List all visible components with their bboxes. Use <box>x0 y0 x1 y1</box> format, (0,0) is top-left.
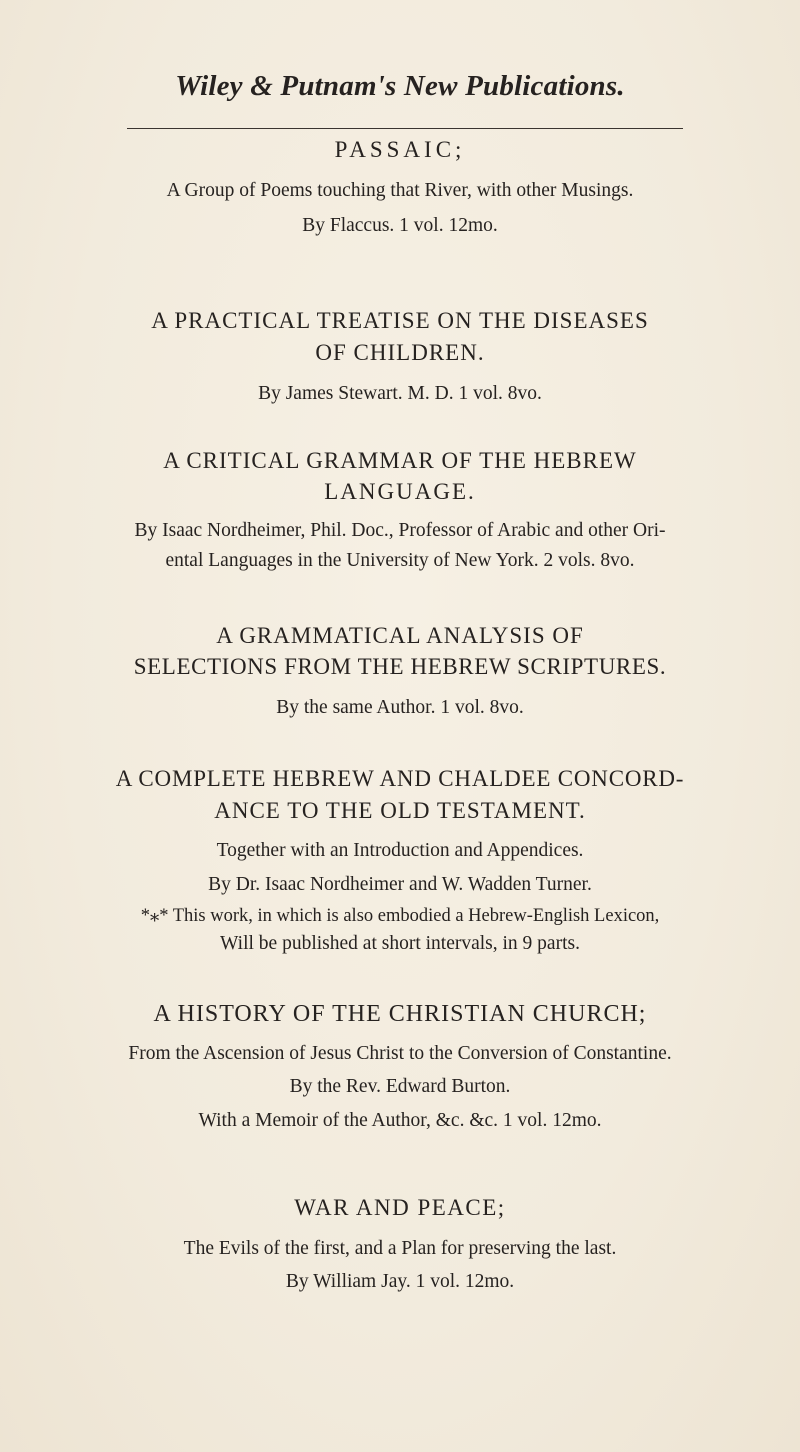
page-header: Wiley & Putnam's New Publications. <box>175 70 625 102</box>
entry-description: With a Memoir of the Author, &c. &c. 1 vol. 12mo. <box>198 1110 602 1131</box>
entry-byline: By the same Author. 1 vol. 8vo. <box>276 697 524 718</box>
entry-byline: By James Stewart. M. D. 1 vol. 8vo. <box>258 383 542 404</box>
entry-description: From the Ascension of Jesus Christ to the Conversion of Constantine. <box>128 1043 672 1064</box>
entry-title-line: SELECTIONS FROM THE HEBREW SCRIPTURES. <box>133 654 667 679</box>
entry-title-history: A HISTORY OF THE CHRISTIAN CHURCH; <box>153 1001 647 1027</box>
entry-byline: By Isaac Nordheimer, Phil. Doc., Professor of Arabic and other Ori- <box>134 520 666 541</box>
entry-note: *⁎* This work, in which is also embodied a Hebrew-English Lexicon, <box>140 906 660 926</box>
entry-title-line: A COMPLETE HEBREW AND CHALDEE CONCORD- <box>115 766 685 791</box>
entry-byline: By Flaccus. 1 vol. 12mo. <box>302 215 498 236</box>
entry-byline: By the Rev. Edward Burton. <box>289 1076 511 1097</box>
entry-title-line: LANGUAGE. <box>324 479 476 504</box>
entry-description: The Evils of the first, and a Plan for preserving the last. <box>183 1238 617 1259</box>
entry-description: A Group of Poems touching that River, with other Musings. <box>166 180 634 201</box>
entry-byline: By William Jay. 1 vol. 12mo. <box>285 1271 515 1292</box>
entry-title-line: A PRACTICAL TREATISE ON THE DISEASES <box>151 308 649 333</box>
entry-title-line: OF CHILDREN. <box>315 340 485 365</box>
entry-description: ental Languages in the University of New York. 2 vols. 8vo. <box>165 550 635 571</box>
header-rule <box>127 128 683 129</box>
entry-description: Together with an Introduction and Appendices. <box>216 840 584 861</box>
entry-title-line: A GRAMMATICAL ANALYSIS OF <box>216 623 584 648</box>
entry-title-war-and-peace: WAR AND PEACE; <box>294 1195 506 1220</box>
entry-byline: By Dr. Isaac Nordheimer and W. Wadden Turner. <box>208 874 592 895</box>
entry-title-line: A CRITICAL GRAMMAR OF THE HEBREW <box>163 448 637 473</box>
entry-note: Will be published at short intervals, in 9 parts. <box>220 933 580 954</box>
entry-title-line: ANCE TO THE OLD TESTAMENT. <box>214 798 586 823</box>
entry-title-passaic: PASSAIC; <box>334 137 466 162</box>
